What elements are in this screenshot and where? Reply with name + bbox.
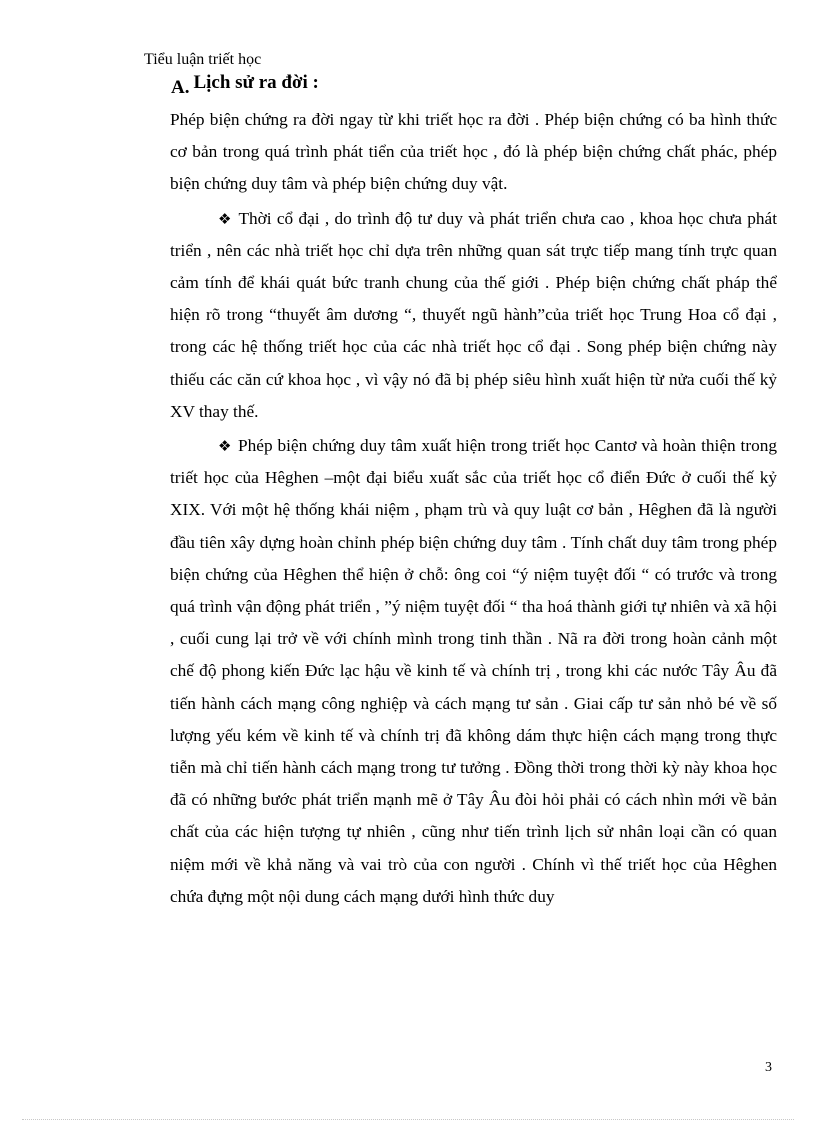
diamond-bullet-icon: ❖ — [218, 437, 233, 456]
section-heading — [171, 71, 319, 100]
paragraph-intro — [170, 104, 777, 201]
paragraph-ancient-dialectics — [170, 203, 777, 428]
page-number: 3 — [765, 1060, 772, 1075]
running-header-title: Tiểu luận triết học — [144, 51, 262, 68]
section-number: A. — [171, 77, 190, 98]
paragraph-ancient-dialectics-text: Thời cổ đại , do trình độ tư duy và phát triển chưa cao , khoa học chưa phát triển , nên các nhà triết học chỉ dựa trên những quan sát trực tiếp mang tính trực quan cảm tính để khái quát bức tranh chung của thế giới . Phép biện chứng chất pháp thể hiện rõ trong “thuyết âm dương “, thuyết ngũ hành”của triết học Trung Hoa cổ đại , trong các hệ thống triết học của các nhà triết học cổ đại . Song phép biện chứng này thiếu các căn cứ khoa học , vì vậy nó đã bị phép siêu hình xuất hiện từ nửa cuối thế kỷ XV thay thế. — [170, 208, 777, 421]
paragraph-idealist-dialectics — [170, 430, 777, 913]
paragraph-intro-text: Phép biện chứng ra đời ngay từ khi triết học ra đời . Phép biện chứng có ba hình thức cơ bản trong quá trình phát tiển của triết học , đó là phép biện chứng chất phác, phép biện chứng duy tâm và phép biện chứng duy vật. — [170, 110, 777, 194]
body-text — [170, 104, 777, 915]
paragraph-idealist-dialectics-text: Phép biện chứng duy tâm xuất hiện trong triết học Cantơ và hoàn thiện trong triết học của Hêghen –một đại biểu xuất sắc của triết học cổ điển Đức ở cuối thế kỷ XIX. Với một hệ thống khái niệm , phạm trù và quy luật cơ bản , Hêghen đã là người đầu tiên xây dựng hoàn chỉnh phép biện chứng duy tâm . Tính chất duy tâm trong phép biện chứng của Hêghen thể hiện ở chỗ: ông coi “ý niệm tuyệt đối “ có trước và trong quá trình vận động phát triển , ”ý niệm tuyệt đối “ tha hoá thành giới tự nhiên và xã hội , cuối cung lại trở về với chính mình trong tinh thần . Nã ra đời trong hoàn cảnh một chế độ phong kiến Đức lạc hậu về kinh tế và chính trị , trong khi các nước Tây Âu đã tiến hành cách mạng công nghiệp và cách mạng tư sản . Giai cấp tư sản nhỏ bé về số lượng yếu kém về kinh tế và chính trị đã không dám thực hiện cách mạng trong thực tiễn mà chỉ tiến hành cách mạng trong tư tưởng . Đồng thời trong thời kỳ này khoa học đã có những bước phát triển mạnh mẽ ở Tây Âu đòi hỏi phải có cách nhìn mới về bản chất của các hiện tượng tự nhiên , cũng như tiến trình lịch sử nhân loại cần có quan niệm mới về khả năng và vai trò của con người . Chính vì thế triết học của Hêghen chứa đựng một nội dung cách mạng dưới hình thức duy — [170, 436, 777, 906]
page-bottom-border — [22, 1119, 794, 1120]
section-title: Lịch sử ra đời : — [193, 72, 319, 93]
diamond-bullet-icon: ❖ — [218, 209, 233, 228]
